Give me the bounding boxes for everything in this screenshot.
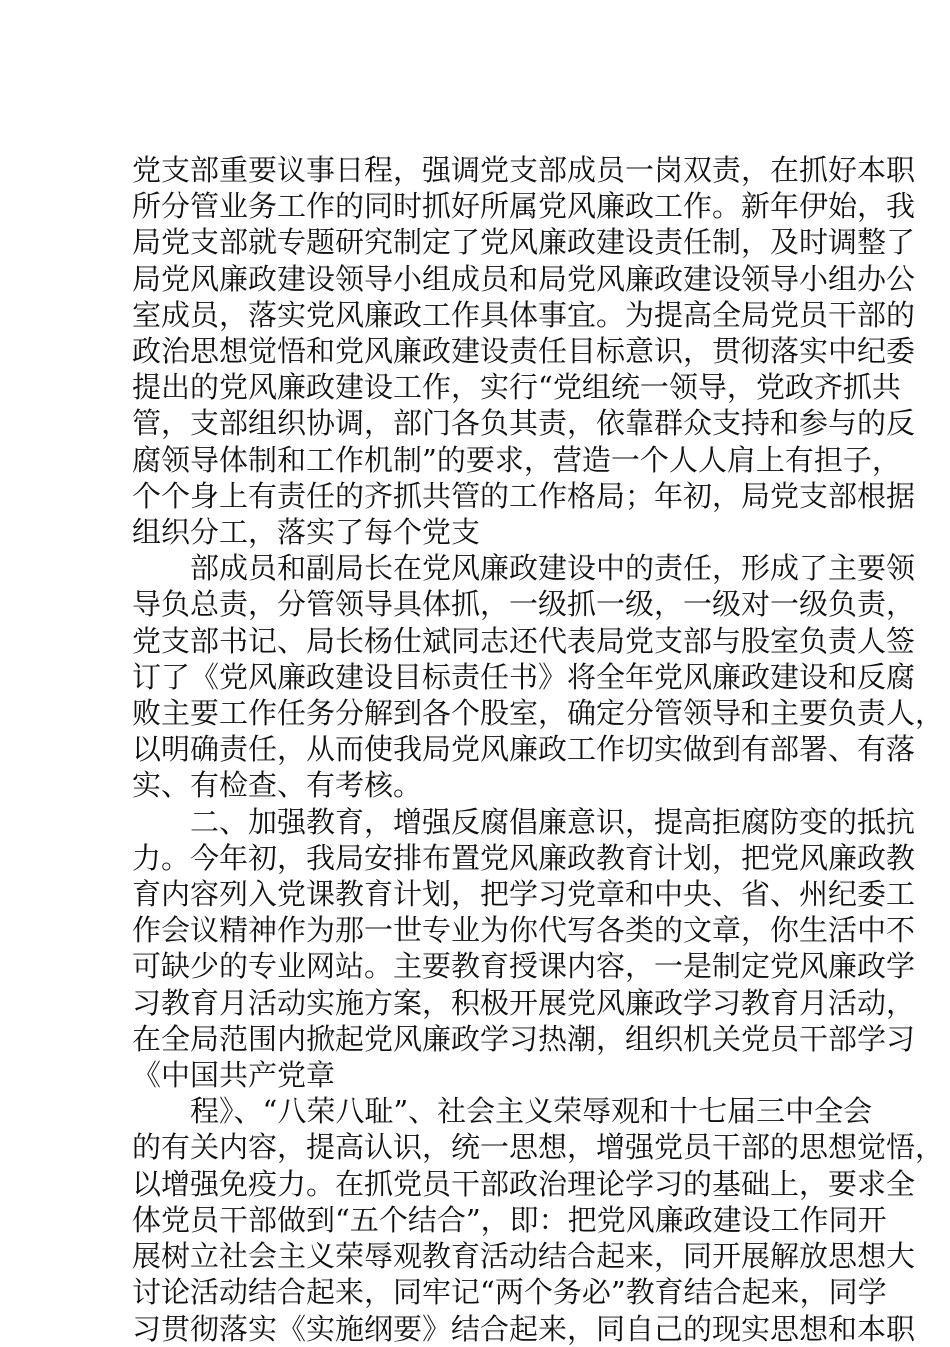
text-line: 力。今年初，我局安排布置党风廉政教育计划，把党风廉政教 — [132, 840, 916, 875]
paragraph-3 — [132, 804, 916, 1094]
text-line: 个个身上有责任的齐抓共管的工作格局；年初，局党支部根据 — [132, 478, 916, 513]
text-line: 局党风廉政建设领导小组成员和局党风廉政建设领导小组办公 — [132, 261, 916, 296]
text-line: 作会议精神作为那一世专业为你代写各类的文章，你生活中不 — [132, 913, 916, 948]
text-line: 实、有检查、有考核。 — [132, 768, 423, 803]
text-line: 提出的党风廉政建设工作，实行“党组统一领导，党政齐抓共 — [132, 370, 901, 405]
text-line: 的有关内容，提高认识，统一思想，增强党员干部的思想觉悟， — [132, 1130, 945, 1165]
text-line: 订了《党风廉政建设目标责任书》将全年党风廉政建设和反腐 — [132, 659, 916, 694]
text-line: 党支部重要议事日程，强调党支部成员一岗双责，在抓好本职 — [132, 153, 916, 187]
text-line: 讨论活动结合起来，同牢记“两个务必”教育结合起来，同学 — [132, 1275, 887, 1310]
text-line: 腐领导体制和工作机制”的要求，营造一个人人肩上有担子， — [132, 442, 901, 477]
document-body — [132, 152, 945, 1347]
text-line: 政治思想觉悟和党风廉政建设责任目标意识，贯彻落实中纪委 — [132, 334, 916, 369]
text-line: 导负总责，分管领导具体抓，一级抓一级，一级对一级负责， — [132, 587, 916, 622]
text-line: 室成员，落实党风廉政工作具体事宜。为提高全局党员干部的 — [132, 297, 916, 332]
text-line: 党支部书记、局长杨仕斌同志还代表局党支部与股室负责人签 — [132, 623, 916, 658]
text-line: 管，支部组织协调，部门各负其责，依靠群众支持和参与的反 — [132, 406, 916, 441]
text-line: 可缺少的专业网站。主要教育授课内容，一是制定党风廉政学 — [132, 949, 916, 984]
paragraph-4 — [132, 1093, 945, 1346]
text-line: 以明确责任，从而使我局党风廉政工作切实做到有部署、有落 — [132, 732, 916, 767]
text-line: 习贯彻落实《实施纲要》结合起来，同自己的现实思想和本职 — [132, 1311, 916, 1346]
paragraph-1 — [132, 152, 916, 550]
text-line: 所分管业务工作的同时抓好所属党风廉政工作。新年伊始，我 — [132, 189, 916, 224]
text-line: 二、加强教育，增强反腐倡廉意识，提高拒腐防变的抵抗 — [190, 804, 916, 839]
text-line: 部成员和副局长在党风廉政建设中的责任，形成了主要领 — [190, 551, 916, 586]
text-line: 育内容列入党课教育计划，把学习党章和中央、省、州纪委工 — [132, 877, 916, 912]
text-line: 组织分工，落实了每个党支 — [132, 515, 481, 550]
text-line: 以增强免疫力。在抓党员干部政治理论学习的基础上，要求全 — [132, 1166, 916, 1201]
text-line: 局党支部就专题研究制定了党风廉政建设责任制，及时调整了 — [132, 225, 916, 260]
text-line: 体党员干部做到“五个结合”，即：把党风廉政建设工作同开 — [132, 1202, 887, 1237]
paragraph-2 — [132, 550, 945, 803]
text-line: 程》、“八荣八耻”、社会主义荣辱观和十七届三中全会 — [190, 1094, 873, 1129]
text-line: 败主要工作任务分解到各个股室，确定分管领导和主要负责人， — [132, 696, 945, 731]
text-line: 在全局范围内掀起党风廉政学习热潮，组织机关党员干部学习 — [132, 1021, 916, 1056]
text-line: 习教育月活动实施方案，积极开展党风廉政学习教育月活动， — [132, 985, 916, 1020]
text-line: 展树立社会主义荣辱观教育活动结合起来，同开展解放思想大 — [132, 1239, 916, 1274]
text-line: 《中国共产党章 — [132, 1058, 336, 1093]
